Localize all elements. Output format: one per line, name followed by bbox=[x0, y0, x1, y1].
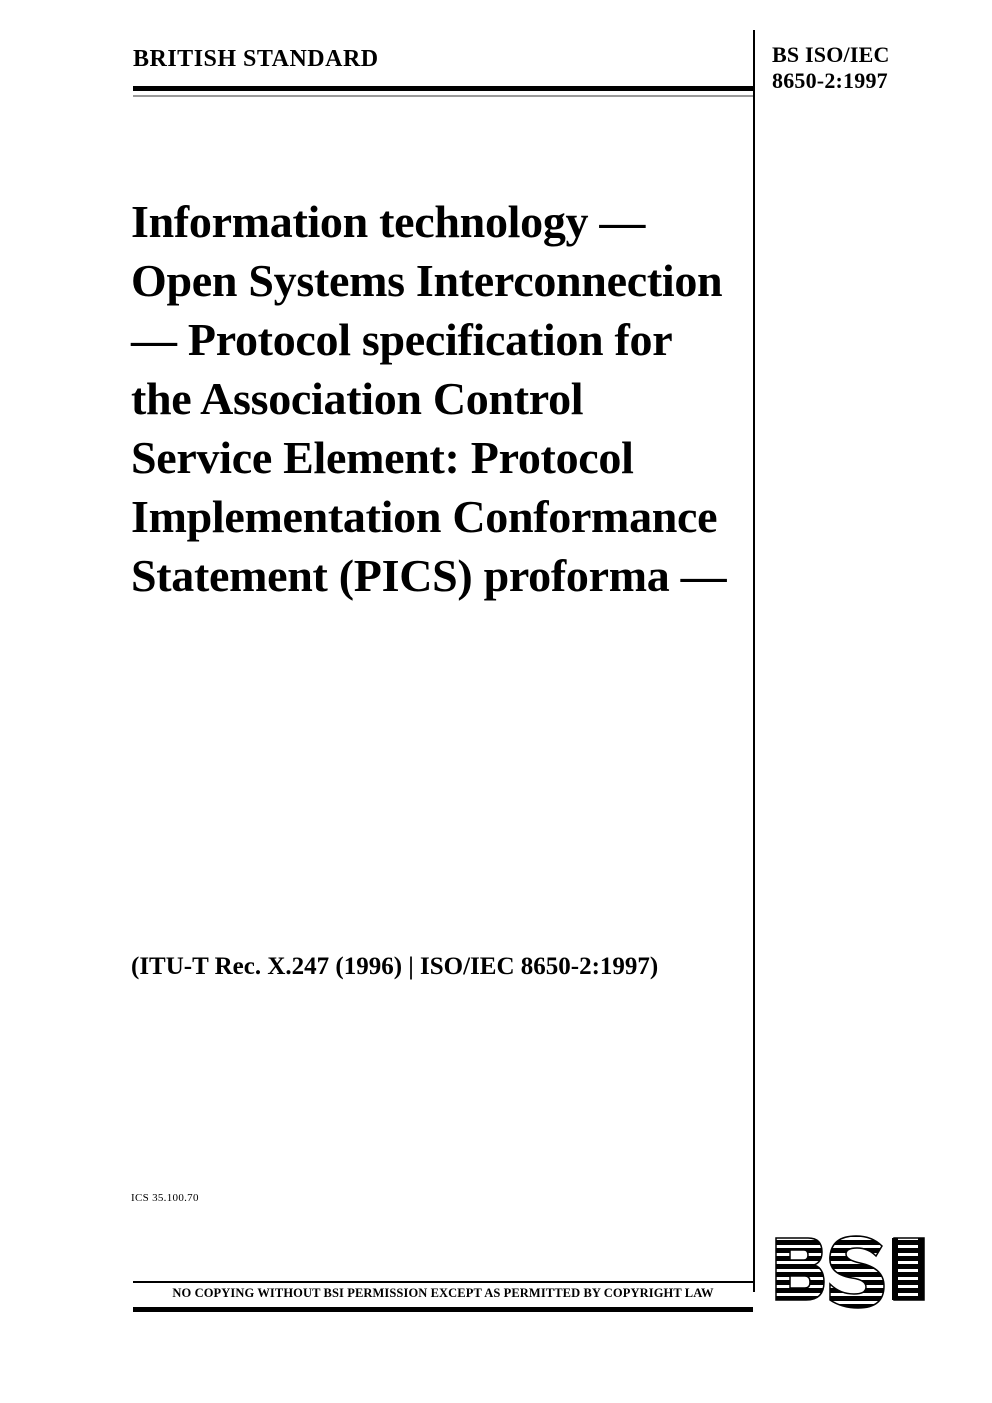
standard-reference-line1: BS ISO/IEC bbox=[772, 42, 890, 67]
header-rule-thick bbox=[133, 86, 753, 91]
document-title: Information technology — Open Systems Interconnection — Protocol specification for the Association Control Service Element: Protocol Implementation Conformance Statement (PICS) proforma — bbox=[131, 196, 727, 601]
vertical-divider-rule bbox=[753, 30, 755, 1292]
footer-rule-top bbox=[133, 1281, 753, 1283]
header-rule-thin bbox=[133, 95, 753, 97]
copyright-notice: NO COPYING WITHOUT BSI PERMISSION EXCEPT AS PERMITTED BY COPYRIGHT LAW bbox=[172, 1286, 714, 1300]
standard-reference-line2: 8650-2:1997 bbox=[772, 68, 888, 93]
standard-reference bbox=[772, 42, 972, 94]
ics-code: ICS 35.100.70 bbox=[131, 1192, 199, 1204]
bsi-logo bbox=[772, 1232, 946, 1310]
document-subtitle: (ITU-T Rec. X.247 (1996) | ISO/IEC 8650-2:1997) bbox=[131, 953, 659, 980]
british-standard-label: BRITISH STANDARD bbox=[133, 46, 379, 72]
footer-rule-bottom bbox=[133, 1307, 753, 1312]
